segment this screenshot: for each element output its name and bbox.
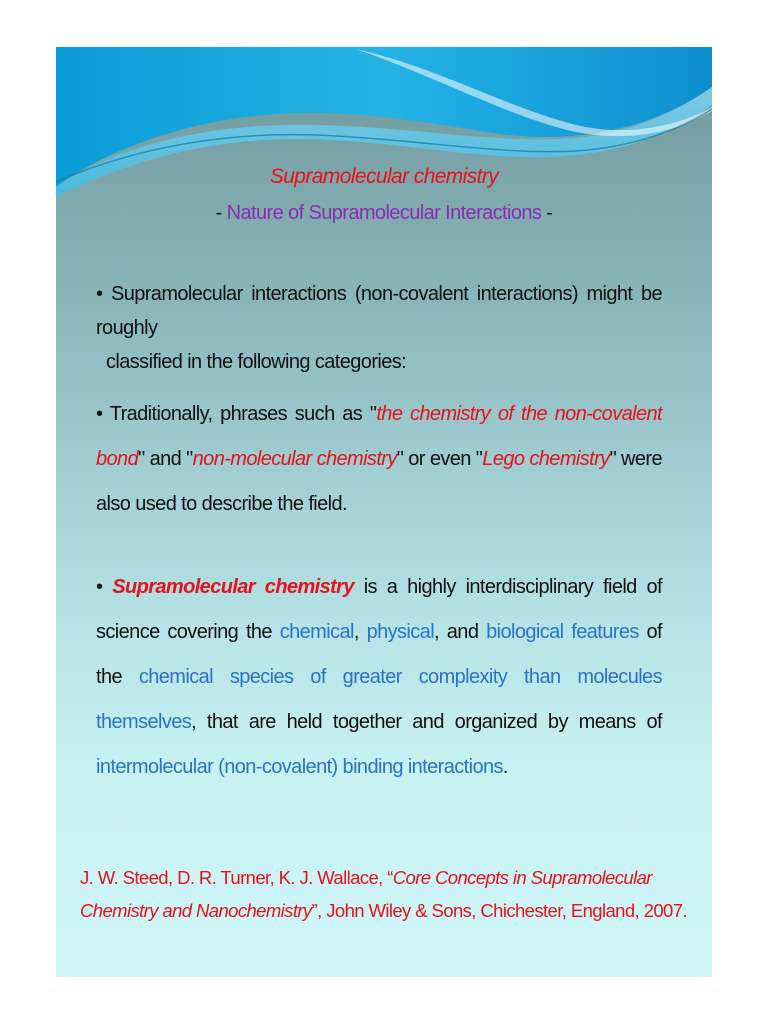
bullet-2-text-2: " and " — [138, 448, 193, 470]
slide — [56, 47, 712, 977]
bullet-1-line-2: classified in the following categories: — [106, 351, 407, 373]
bullet-1 — [96, 277, 662, 379]
bullet-3-blue-3: biological features — [486, 621, 639, 643]
bullet-2 — [96, 392, 662, 527]
subtitle-dash-right: - — [541, 202, 553, 224]
bullet-3-text-4: of the — [96, 621, 662, 688]
slide-subtitle — [56, 202, 712, 225]
bullet-2-text-4: " were also used to describe the field. — [96, 448, 663, 515]
bullet-3-text-6: . — [502, 756, 508, 778]
bullet-3-blue-4: chemical species of greater complexity than molecules themselves — [96, 666, 662, 733]
bullet-2-text-1: • Traditionally, phrases such as " — [96, 403, 377, 425]
bullet-3-text-2: , — [353, 621, 367, 643]
reference-authors: J. W. Steed, D. R. Turner, K. J. Wallace, “ — [80, 867, 393, 888]
subtitle-text: Nature of Supramolecular Interactions — [226, 202, 542, 224]
slide-title: Supramolecular chemistry — [269, 165, 499, 188]
bullet-1-line-1: • Supramolecular interactions (non-covalent interactions) might be roughly — [96, 283, 662, 339]
bullet-3-text-3: , and — [434, 621, 487, 643]
bullet-3-blue-1: chemical — [279, 621, 354, 643]
bullet-2-emphasis-2: non-molecular chemistry — [192, 448, 397, 470]
bullet-3-emphasis: Supramolecular chemistry — [112, 576, 354, 598]
reference-publisher: ”, John Wiley & Sons, Chichester, England, 2007. — [311, 900, 687, 921]
bullet-3-text-5: , that are held together and organized by means of — [191, 711, 662, 733]
bullet-3-text-0: • — [96, 576, 113, 598]
bullet-3 — [96, 565, 662, 790]
reference-book-title: Core Concepts in Supramolecular Chemistry and Nanochemistry — [80, 867, 652, 921]
bullet-3-text-1: is a highly interdisciplinary field of science covering the — [96, 576, 662, 643]
subtitle-dash-left: - — [215, 202, 227, 224]
bullet-2-emphasis-3: Lego chemistry — [482, 448, 610, 470]
bullet-2-text-3: " or even " — [396, 448, 483, 470]
reference — [80, 861, 700, 927]
bullet-3-blue-2: physical — [366, 621, 435, 643]
bullet-3-blue-5: intermolecular (non-covalent) binding interactions — [96, 756, 503, 778]
bullet-2-emphasis-1: the chemistry of the non-covalent bond — [96, 403, 662, 470]
